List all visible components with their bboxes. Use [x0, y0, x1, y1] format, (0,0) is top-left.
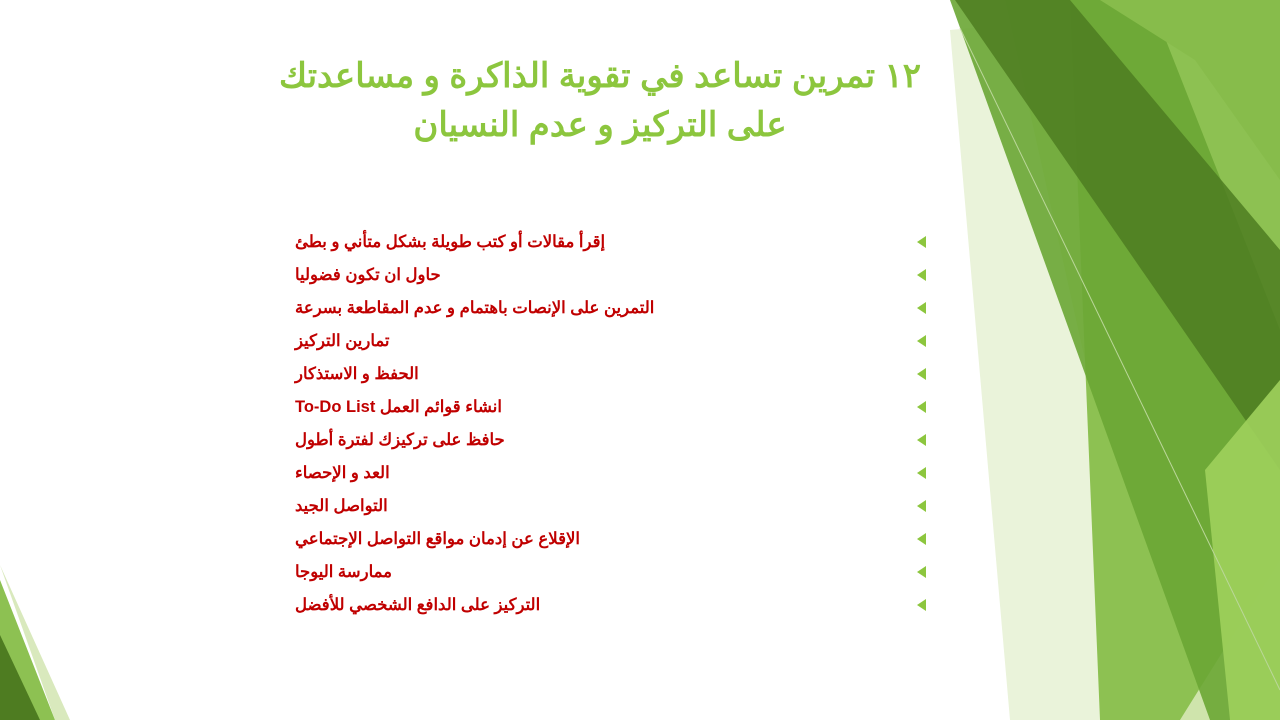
- triangle-bullet-icon: [909, 368, 935, 380]
- list-item: [295, 489, 935, 522]
- triangle-bullet-icon: [909, 467, 935, 479]
- list-item-label: انشاء قوائم العمل To-Do List: [295, 397, 502, 416]
- list-item-label: العد و الإحصاء: [295, 463, 390, 482]
- triangle-bullet-icon: [909, 335, 935, 347]
- deco-left-svg: [0, 540, 120, 720]
- bullet-list: [295, 225, 935, 621]
- triangle-bullet-icon: [909, 236, 935, 248]
- list-item-label: الإقلاع عن إدمان مواقع التواصل الإجتماعي: [295, 529, 580, 548]
- list-item: [295, 390, 935, 423]
- list-item-label: ممارسة اليوجا: [295, 562, 392, 581]
- list-item-label: حافظ على تركيزك لفترة أطول: [295, 430, 505, 449]
- triangle-bullet-icon: [909, 434, 935, 446]
- list-item-label: التمرين على الإنصات باهتمام و عدم المقاطعة بسرعة: [295, 298, 655, 317]
- list-item: [295, 555, 935, 588]
- list-item-label: حاول ان تكون فضوليا: [295, 265, 441, 284]
- deco-right-svg: [950, 0, 1280, 720]
- triangle-bullet-icon: [909, 500, 935, 512]
- triangle-bullet-icon: [909, 269, 935, 281]
- slide-title: ١٢ تمرين تساعد في تقوية الذاكرة و مساعدتك على التركيز و عدم النسيان: [278, 57, 922, 145]
- list-item: [295, 456, 935, 489]
- decorative-green-shapes-left: [0, 540, 120, 720]
- list-item: [295, 225, 935, 258]
- triangle-bullet-icon: [909, 599, 935, 611]
- list-item: [295, 588, 935, 621]
- list-item: [295, 258, 935, 291]
- list-item: [295, 522, 935, 555]
- triangle-bullet-icon: [909, 533, 935, 545]
- list-item: [295, 423, 935, 456]
- list-item: [295, 291, 935, 324]
- decorative-green-shapes-right: [950, 0, 1280, 720]
- list-item-label: التركيز على الدافع الشخصي للأفضل: [295, 595, 541, 614]
- list-item: [295, 357, 935, 390]
- triangle-bullet-icon: [909, 566, 935, 578]
- list-item-label: تمارين التركيز: [295, 331, 390, 350]
- triangle-bullet-icon: [909, 302, 935, 314]
- list-item-label: الحفظ و الاستذكار: [295, 364, 419, 383]
- list-item: [295, 324, 935, 357]
- triangle-bullet-icon: [909, 401, 935, 413]
- list-item-label: التواصل الجيد: [295, 496, 388, 515]
- list-item-label: إقرأ مقالات أو كتب طويلة بشكل متأني و بطئ: [295, 232, 606, 251]
